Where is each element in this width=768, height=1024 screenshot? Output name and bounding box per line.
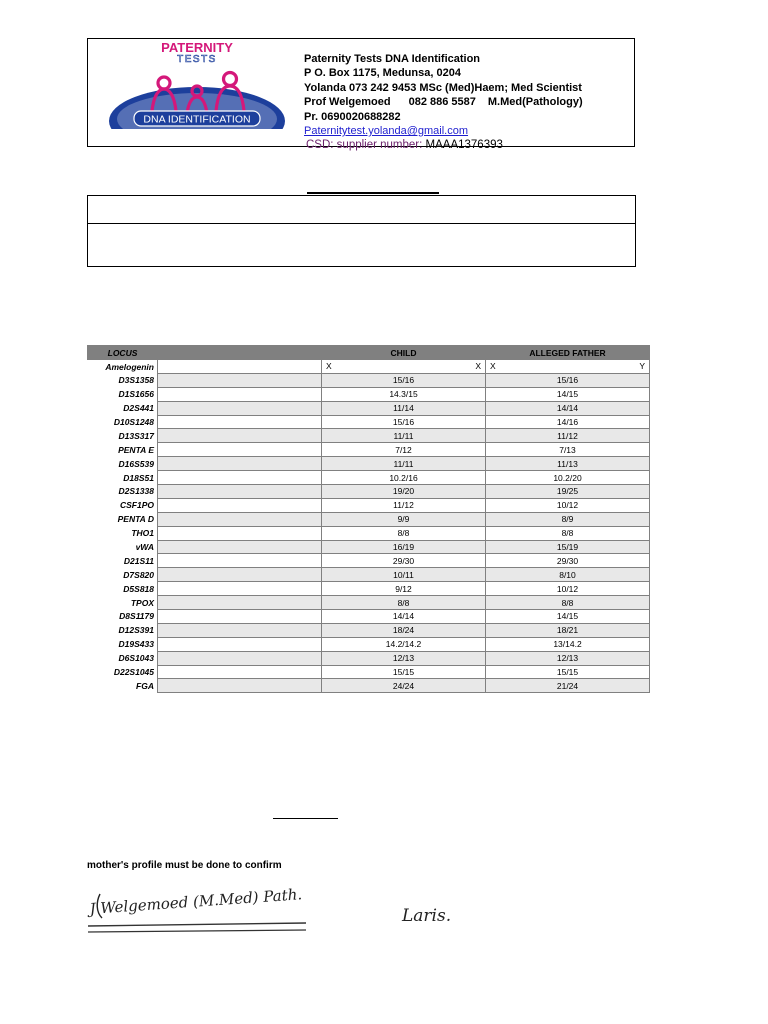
blank-cell <box>158 596 322 610</box>
father-cell: 19/25 <box>486 485 650 499</box>
signature-welgemoed <box>86 880 310 938</box>
company-name: Paternity Tests DNA Identification <box>304 53 481 65</box>
blank-cell <box>158 623 322 637</box>
blank-cell <box>158 665 322 679</box>
father-cell: 15/16 <box>486 373 650 387</box>
locus-label: D12S391 <box>118 625 154 636</box>
child-cell: 11/14 <box>322 401 486 415</box>
father-cell: 15/19 <box>486 540 650 554</box>
child-allele-2: X <box>475 361 481 372</box>
locus-label: D13S317 <box>118 430 154 441</box>
child-cell: 11/11 <box>322 457 486 471</box>
table-row <box>88 512 650 526</box>
locus-label: D18S51 <box>123 472 154 483</box>
paternity-tests-logo <box>108 41 286 129</box>
table-row <box>88 471 650 485</box>
blank-cell <box>158 401 322 415</box>
table-row <box>88 610 650 624</box>
locus-label: D8S1179 <box>119 611 154 622</box>
father-cell: 8/8 <box>486 526 650 540</box>
father-cell: 7/13 <box>486 443 650 457</box>
father-allele-2: Y <box>639 361 645 372</box>
blank-cell <box>158 373 322 387</box>
blank-cell <box>158 512 322 526</box>
father-cell: 10/12 <box>486 498 650 512</box>
locus-label: D6S1043 <box>118 653 154 664</box>
child-cell: 8/8 <box>322 526 486 540</box>
locus-label: PENTA E <box>118 444 154 455</box>
child-cell: 12/13 <box>322 651 486 665</box>
csd-label: CSD: supplier number: <box>306 139 423 152</box>
locus-label: D3S1358 <box>118 375 154 386</box>
locus-label: D19S433 <box>118 639 154 650</box>
contact-block <box>304 52 583 153</box>
child-cell: 15/16 <box>322 415 486 429</box>
table-row <box>88 554 650 568</box>
child-cell: 14.2/14.2 <box>322 637 486 651</box>
father-cell: 10/12 <box>486 582 650 596</box>
pr-number: Pr. 0690020688282 <box>304 110 401 123</box>
father-cell: 14/15 <box>486 387 650 401</box>
redacted-info-box <box>87 195 636 267</box>
locus-label: Amelogenin <box>105 361 154 372</box>
table-row <box>88 457 650 471</box>
info-box-divider <box>88 223 635 224</box>
blank-cell <box>158 679 322 693</box>
father-cell: 10.2/20 <box>486 471 650 485</box>
table-row <box>88 485 650 499</box>
table-row <box>88 637 650 651</box>
title-underline <box>307 192 439 194</box>
child-cell: 15/15 <box>322 665 486 679</box>
table-row <box>88 443 650 457</box>
csd-line <box>306 138 583 152</box>
child-allele-1: X <box>326 361 332 372</box>
locus-label: FGA <box>136 680 154 691</box>
prof-name: Prof Welgemoed <box>304 96 391 109</box>
blank-cell <box>158 568 322 582</box>
child-cell: 14/14 <box>322 610 486 624</box>
father-cell: 21/24 <box>486 679 650 693</box>
locus-label: D2S1338 <box>118 486 154 497</box>
table-row <box>88 415 650 429</box>
locus-label: D16S539 <box>118 458 154 469</box>
section-rule <box>273 818 338 819</box>
child-cell: 24/24 <box>322 679 486 693</box>
table-row <box>88 387 650 401</box>
header-child: CHILD <box>322 346 486 360</box>
blank-cell <box>158 429 322 443</box>
locus-label: CSF1PO <box>119 500 154 511</box>
signature-laris <box>398 893 502 933</box>
child-cell: 18/24 <box>322 623 486 637</box>
blank-cell <box>158 540 322 554</box>
table-row <box>88 429 650 443</box>
father-cell: 12/13 <box>486 651 650 665</box>
blank-cell <box>158 471 322 485</box>
header-father: ALLEGED FATHER <box>486 346 650 360</box>
locus-label: D10S1248 <box>113 417 154 427</box>
locus-label: D2S441 <box>123 403 154 414</box>
child-cell: 19/20 <box>322 485 486 499</box>
prof-degree: M.Med(Pathology) <box>487 96 583 109</box>
csd-value: MAAA1376393 <box>425 139 503 152</box>
child-cell: 14.3/15 <box>322 387 486 401</box>
table-row <box>88 401 650 415</box>
child-cell <box>322 360 486 374</box>
logo-subtitle: TESTS <box>177 54 217 65</box>
father-cell <box>486 360 650 374</box>
father-cell: 14/14 <box>486 401 650 415</box>
blank-cell <box>158 651 322 665</box>
table-row <box>88 679 650 693</box>
child-cell: 9/9 <box>322 512 486 526</box>
father-allele-1: X <box>490 361 496 372</box>
blank-cell <box>158 415 322 429</box>
table-row <box>88 568 650 582</box>
child-cell: 8/8 <box>322 596 486 610</box>
locus-label: D22S1045 <box>113 667 154 678</box>
signature-2-text: Laris. <box>402 906 452 926</box>
table-row <box>88 373 650 387</box>
table-row <box>88 540 650 554</box>
dna-profile-table <box>87 345 650 693</box>
table-row <box>88 596 650 610</box>
father-cell: 11/13 <box>486 457 650 471</box>
father-cell: 15/15 <box>486 665 650 679</box>
table-row <box>88 665 650 679</box>
father-cell: 14/16 <box>486 415 650 429</box>
email-link[interactable]: Paternitytest.yolanda@gmail.com <box>304 125 469 138</box>
child-cell: 16/19 <box>322 540 486 554</box>
child-cell: 10/11 <box>322 568 486 582</box>
child-cell: 7/12 <box>322 443 486 457</box>
table-row <box>88 623 650 637</box>
footer-note: mother's profile must be done to confirm <box>87 860 282 871</box>
table-row <box>88 651 650 665</box>
father-cell: 8/9 <box>486 512 650 526</box>
po-box: P O. Box 1175, Medunsa, 0204 <box>304 67 461 80</box>
father-cell: 8/8 <box>486 596 650 610</box>
prof-phone: 082 886 5587 <box>408 96 476 109</box>
blank-cell <box>158 582 322 596</box>
locus-label: TPOX <box>130 597 154 608</box>
prof-contact <box>304 95 583 109</box>
locus-label: vWA <box>135 542 154 553</box>
child-cell: 11/11 <box>322 429 486 443</box>
father-cell: 18/21 <box>486 623 650 637</box>
blank-cell <box>158 387 322 401</box>
header-blank <box>158 346 322 360</box>
locus-label: D7S820 <box>123 569 154 580</box>
table-header-row <box>88 346 650 360</box>
table-row <box>88 582 650 596</box>
locus-label: THO1 <box>131 528 154 539</box>
blank-cell <box>158 443 322 457</box>
logo-title: PATERNITY <box>161 41 233 55</box>
child-cell: 11/12 <box>322 498 486 512</box>
blank-cell <box>158 637 322 651</box>
locus-label: D21S11 <box>123 555 154 566</box>
table-row <box>88 498 650 512</box>
locus-label: D5S818 <box>123 583 154 594</box>
child-cell: 9/12 <box>322 582 486 596</box>
child-cell: 10.2/16 <box>322 471 486 485</box>
father-cell: 13/14.2 <box>486 637 650 651</box>
blank-cell <box>158 360 322 374</box>
yolanda-contact: Yolanda 073 242 9453 MSc (Med)Haem; Med Scientist <box>304 81 582 94</box>
child-cell: 29/30 <box>322 554 486 568</box>
signature-1-text: J Welgemoed (M.Med) Path. <box>89 885 303 918</box>
table-row <box>88 526 650 540</box>
father-cell: 14/15 <box>486 610 650 624</box>
blank-cell <box>158 554 322 568</box>
table-row-amelogenin <box>88 360 650 374</box>
blank-cell <box>158 485 322 499</box>
header-locus: LOCUS <box>88 346 158 360</box>
locus-label: PENTA D <box>117 514 154 525</box>
logo-band-text: DNA IDENTIFICATION <box>143 113 251 126</box>
blank-cell <box>158 457 322 471</box>
child-cell: 15/16 <box>322 373 486 387</box>
blank-cell <box>158 526 322 540</box>
locus-label: D1S1656 <box>118 389 154 400</box>
father-cell: 8/10 <box>486 568 650 582</box>
father-cell: 11/12 <box>486 429 650 443</box>
blank-cell <box>158 610 322 624</box>
father-cell: 29/30 <box>486 554 650 568</box>
blank-cell <box>158 498 322 512</box>
letterhead <box>87 38 635 152</box>
